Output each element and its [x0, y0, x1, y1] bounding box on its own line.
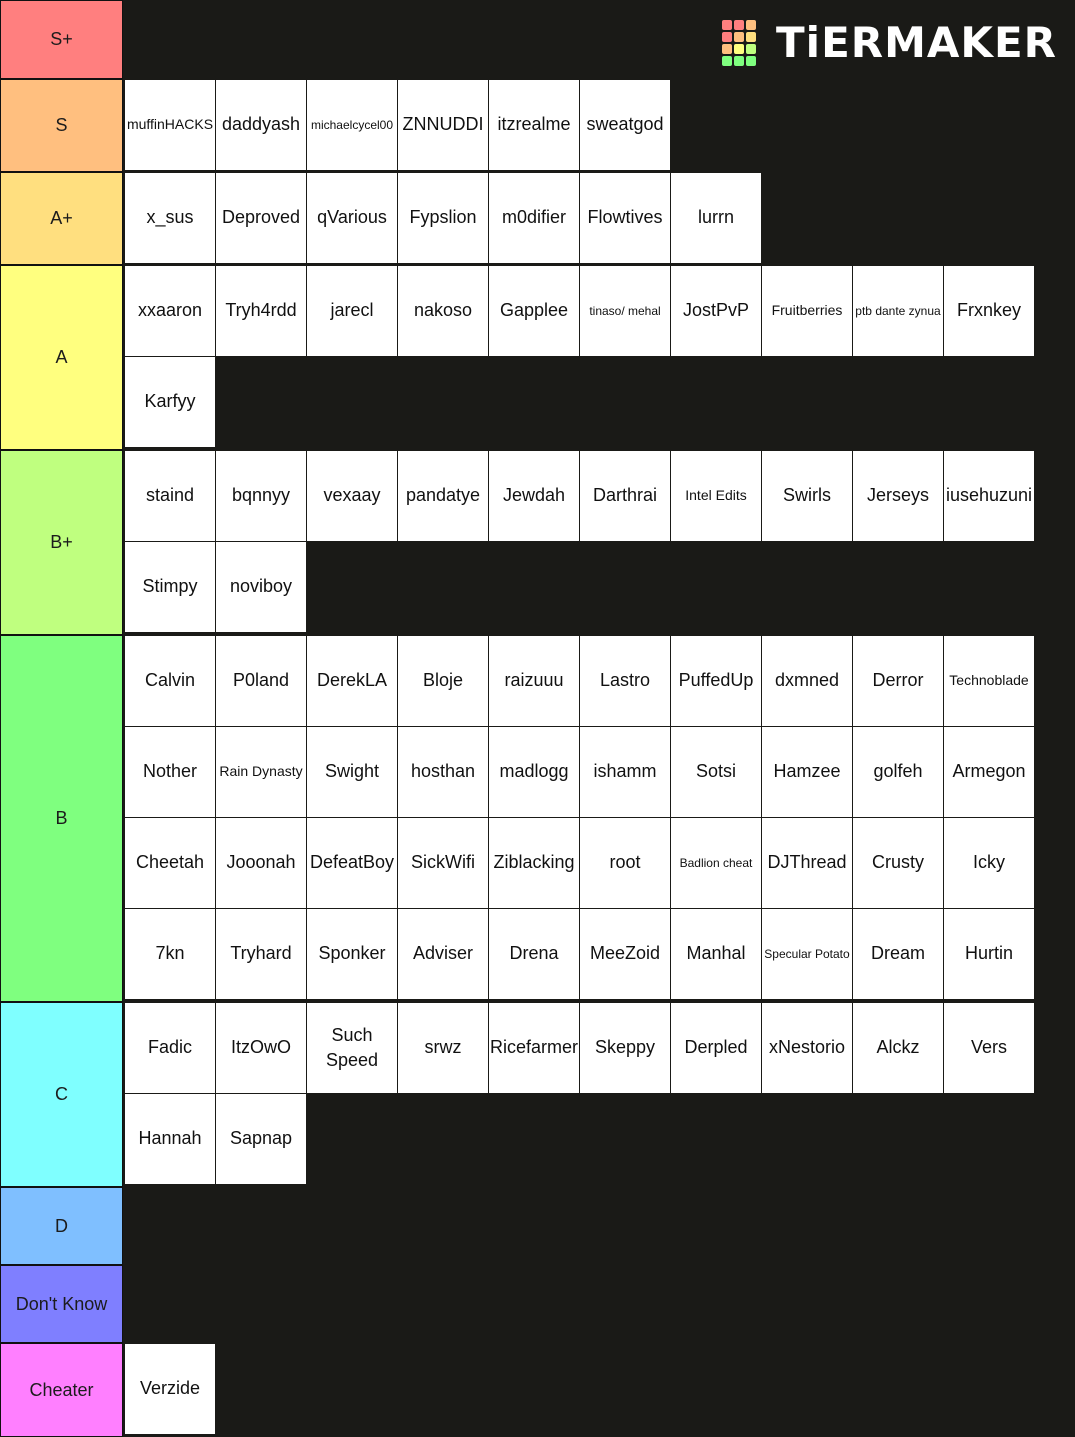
tier-item[interactable]: Derpled	[671, 1003, 761, 1093]
tier-item[interactable]: golfeh	[853, 727, 943, 817]
tier-row	[0, 1002, 1075, 1187]
tier-items-area[interactable]	[123, 79, 1075, 172]
tier-row	[0, 1343, 1075, 1437]
tier-items-area[interactable]	[123, 1265, 1075, 1343]
tier-item[interactable]: srwz	[398, 1003, 488, 1093]
tier-item[interactable]: Bloje	[398, 636, 488, 726]
tier-row	[0, 0, 1075, 79]
tier-item[interactable]: Badlion cheat	[671, 818, 761, 908]
tier-item[interactable]: jarecl	[307, 266, 397, 356]
tier-label[interactable]: Don't Know	[0, 1265, 123, 1343]
tier-item[interactable]: Flowtives	[580, 173, 670, 263]
tier-item[interactable]: Drena	[489, 909, 579, 999]
tier-item[interactable]: Jewdah	[489, 451, 579, 541]
tier-items-area[interactable]	[123, 265, 1075, 450]
tier-row	[0, 635, 1075, 1002]
tiermaker-logo	[722, 18, 1057, 67]
tier-row	[0, 1265, 1075, 1343]
tier-items-area[interactable]	[123, 1187, 1075, 1265]
tier-item[interactable]: michaelcycel00	[307, 80, 397, 170]
tier-item[interactable]: SickWifi	[398, 818, 488, 908]
tier-items-area[interactable]	[123, 1002, 1075, 1187]
tier-items-area[interactable]	[123, 1343, 1075, 1437]
tier-item[interactable]: tinaso/ mehal	[580, 266, 670, 356]
tier-item[interactable]: Fadic	[125, 1003, 215, 1093]
tier-item[interactable]: ItzOwO	[216, 1003, 306, 1093]
tier-item[interactable]: Karfyy	[125, 357, 215, 447]
tier-item[interactable]: Tryhard	[216, 909, 306, 999]
tier-items-area[interactable]	[123, 450, 1075, 635]
tier-label[interactable]: D	[0, 1187, 123, 1265]
tier-row	[0, 1187, 1075, 1265]
tier-item[interactable]: iusehuzuni	[944, 451, 1034, 541]
tier-item[interactable]: Manhal	[671, 909, 761, 999]
tier-item[interactable]: Hamzee	[762, 727, 852, 817]
tier-item[interactable]: Technoblade	[944, 636, 1034, 726]
tier-item[interactable]: Swirls	[762, 451, 852, 541]
tier-items-area[interactable]	[123, 172, 1075, 265]
tier-item[interactable]: Jooonah	[216, 818, 306, 908]
tier-item[interactable]: Hannah	[125, 1094, 215, 1184]
tier-item[interactable]: Dream	[853, 909, 943, 999]
tier-label[interactable]: B	[0, 635, 123, 1002]
tier-item[interactable]: ptb dante zynua	[853, 266, 943, 356]
tier-item[interactable]: Ricefarmer	[489, 1003, 579, 1093]
tier-item[interactable]: Sponker	[307, 909, 397, 999]
tier-item[interactable]: sweatgod	[580, 80, 670, 170]
tier-item[interactable]: JostPvP	[671, 266, 761, 356]
tier-item[interactable]: Hurtin	[944, 909, 1034, 999]
tier-item[interactable]: ZNNUDDI	[398, 80, 488, 170]
tier-item[interactable]: Alckz	[853, 1003, 943, 1093]
tier-item[interactable]: Deproved	[216, 173, 306, 263]
tier-item[interactable]: qVarious	[307, 173, 397, 263]
tier-item[interactable]: Vers	[944, 1003, 1034, 1093]
tier-item[interactable]: Sotsi	[671, 727, 761, 817]
tier-item[interactable]: madlogg	[489, 727, 579, 817]
tier-item[interactable]: x_sus	[125, 173, 215, 263]
tier-item[interactable]: DefeatBoy	[307, 818, 397, 908]
tier-item[interactable]: vexaay	[307, 451, 397, 541]
tier-item[interactable]: Verzide	[125, 1344, 215, 1434]
tier-item[interactable]: DJThread	[762, 818, 852, 908]
tier-item[interactable]: Derror	[853, 636, 943, 726]
logo-grid-icon	[722, 20, 768, 66]
tier-label[interactable]: B+	[0, 450, 123, 635]
tier-item[interactable]: noviboy	[216, 542, 306, 632]
tier-item[interactable]: ishamm	[580, 727, 670, 817]
tier-item[interactable]: Lastro	[580, 636, 670, 726]
tier-item[interactable]: Armegon	[944, 727, 1034, 817]
tier-item[interactable]: Crusty	[853, 818, 943, 908]
tier-item[interactable]: Fruitberries	[762, 266, 852, 356]
tier-item[interactable]: 7kn	[125, 909, 215, 999]
tier-item[interactable]: m0difier	[489, 173, 579, 263]
tier-label[interactable]: A+	[0, 172, 123, 265]
tier-item[interactable]: Sapnap	[216, 1094, 306, 1184]
tier-item[interactable]: muffinHACKS	[125, 80, 215, 170]
tier-item[interactable]: hosthan	[398, 727, 488, 817]
tier-item[interactable]: Adviser	[398, 909, 488, 999]
tier-item[interactable]: itzrealme	[489, 80, 579, 170]
tier-item[interactable]: lurrn	[671, 173, 761, 263]
tier-row	[0, 79, 1075, 172]
tier-label[interactable]: C	[0, 1002, 123, 1187]
tier-item[interactable]: Tryh4rdd	[216, 266, 306, 356]
tier-item[interactable]: xxaaron	[125, 266, 215, 356]
tier-item[interactable]: Skeppy	[580, 1003, 670, 1093]
tier-label[interactable]: S+	[0, 0, 123, 79]
tier-item[interactable]: Calvin	[125, 636, 215, 726]
tier-item[interactable]: Nother	[125, 727, 215, 817]
tier-item[interactable]: Fypslion	[398, 173, 488, 263]
tier-item[interactable]: Stimpy	[125, 542, 215, 632]
tier-item[interactable]: Cheetah	[125, 818, 215, 908]
tier-item[interactable]: raizuuu	[489, 636, 579, 726]
tier-label[interactable]: A	[0, 265, 123, 450]
tier-item[interactable]: bqnnyy	[216, 451, 306, 541]
tier-row	[0, 265, 1075, 450]
tier-item[interactable]: PuffedUp	[671, 636, 761, 726]
tier-item[interactable]: Such Speed	[307, 1003, 397, 1093]
tier-items-area[interactable]	[123, 635, 1075, 1002]
tier-item[interactable]: Darthrai	[580, 451, 670, 541]
tier-label[interactable]: Cheater	[0, 1343, 123, 1437]
tier-item[interactable]: xNestorio	[762, 1003, 852, 1093]
tier-item[interactable]: Ziblacking	[489, 818, 579, 908]
tier-item[interactable]: nakoso	[398, 266, 488, 356]
tier-label[interactable]: S	[0, 79, 123, 172]
tier-row	[0, 450, 1075, 635]
tier-item[interactable]: staind	[125, 451, 215, 541]
logo-text: TiERMAKER	[776, 18, 1057, 67]
tier-item[interactable]: Gapplee	[489, 266, 579, 356]
tier-items-area[interactable]	[123, 0, 1075, 79]
tier-item[interactable]: Swight	[307, 727, 397, 817]
tier-item[interactable]: daddyash	[216, 80, 306, 170]
tier-item[interactable]: Icky	[944, 818, 1034, 908]
tier-item[interactable]: MeeZoid	[580, 909, 670, 999]
tier-item[interactable]: DerekLA	[307, 636, 397, 726]
tier-row	[0, 172, 1075, 265]
tier-item[interactable]: Specular Potato	[762, 909, 852, 999]
tier-item[interactable]: dxmned	[762, 636, 852, 726]
tier-item[interactable]: pandatye	[398, 451, 488, 541]
tier-item[interactable]: Jerseys	[853, 451, 943, 541]
tier-item[interactable]: Intel Edits	[671, 451, 761, 541]
tier-item[interactable]: P0land	[216, 636, 306, 726]
tier-item[interactable]: Frxnkey	[944, 266, 1034, 356]
tier-item[interactable]: Rain Dynasty	[216, 727, 306, 817]
tier-item[interactable]: root	[580, 818, 670, 908]
